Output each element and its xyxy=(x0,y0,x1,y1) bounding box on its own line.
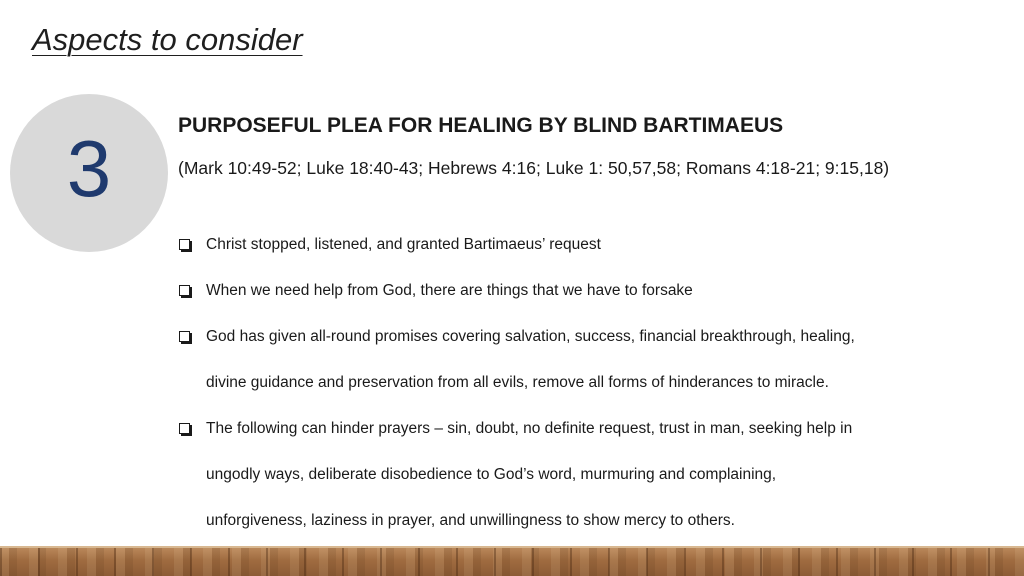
number-circle xyxy=(10,94,168,252)
checkbox-square-icon xyxy=(179,285,190,296)
bullet-text-line: The following can hinder prayers – sin, doubt, no definite request, trust in man, seeking help in xyxy=(206,420,853,437)
wood-floor-decoration xyxy=(0,546,1024,576)
bullet-text-line: God has given all-round promises covering salvation, success, financial breakthrough, healing, xyxy=(206,328,855,345)
slide-title: Aspects to consider xyxy=(32,22,303,57)
bullet-text-line: ungodly ways, deliberate disobedience to God’s word, murmuring and complaining, xyxy=(206,466,777,483)
bullet-text-line: unforgiveness, laziness in prayer, and unwillingness to show mercy to others. xyxy=(206,512,735,529)
slide-number: 3 xyxy=(66,124,112,213)
bullet-item xyxy=(178,314,1008,406)
scripture-references: (Mark 10:49-52; Luke 18:40-43; Hebrews 4:16; Luke 1: 50,57,58; Romans 4:18-21; 9:15,18) xyxy=(178,158,890,178)
bullet-text-line: Christ stopped, listened, and granted Bartimaeus’ request xyxy=(206,236,601,253)
bullet-item xyxy=(178,406,1008,544)
section-heading: PURPOSEFUL PLEA FOR HEALING BY BLIND BARTIMAEUS xyxy=(178,114,784,137)
checkbox-square-icon xyxy=(179,423,190,434)
bullet-item xyxy=(178,268,1008,314)
checkbox-square-icon xyxy=(179,239,190,250)
bullet-list xyxy=(178,222,1008,544)
bullet-text-line: divine guidance and preservation from all evils, remove all forms of hinderances to miracle. xyxy=(206,374,829,391)
bullet-text-line: When we need help from God, there are things that we have to forsake xyxy=(206,282,693,299)
bullet-item xyxy=(178,222,1008,268)
checkbox-square-icon xyxy=(179,331,190,342)
